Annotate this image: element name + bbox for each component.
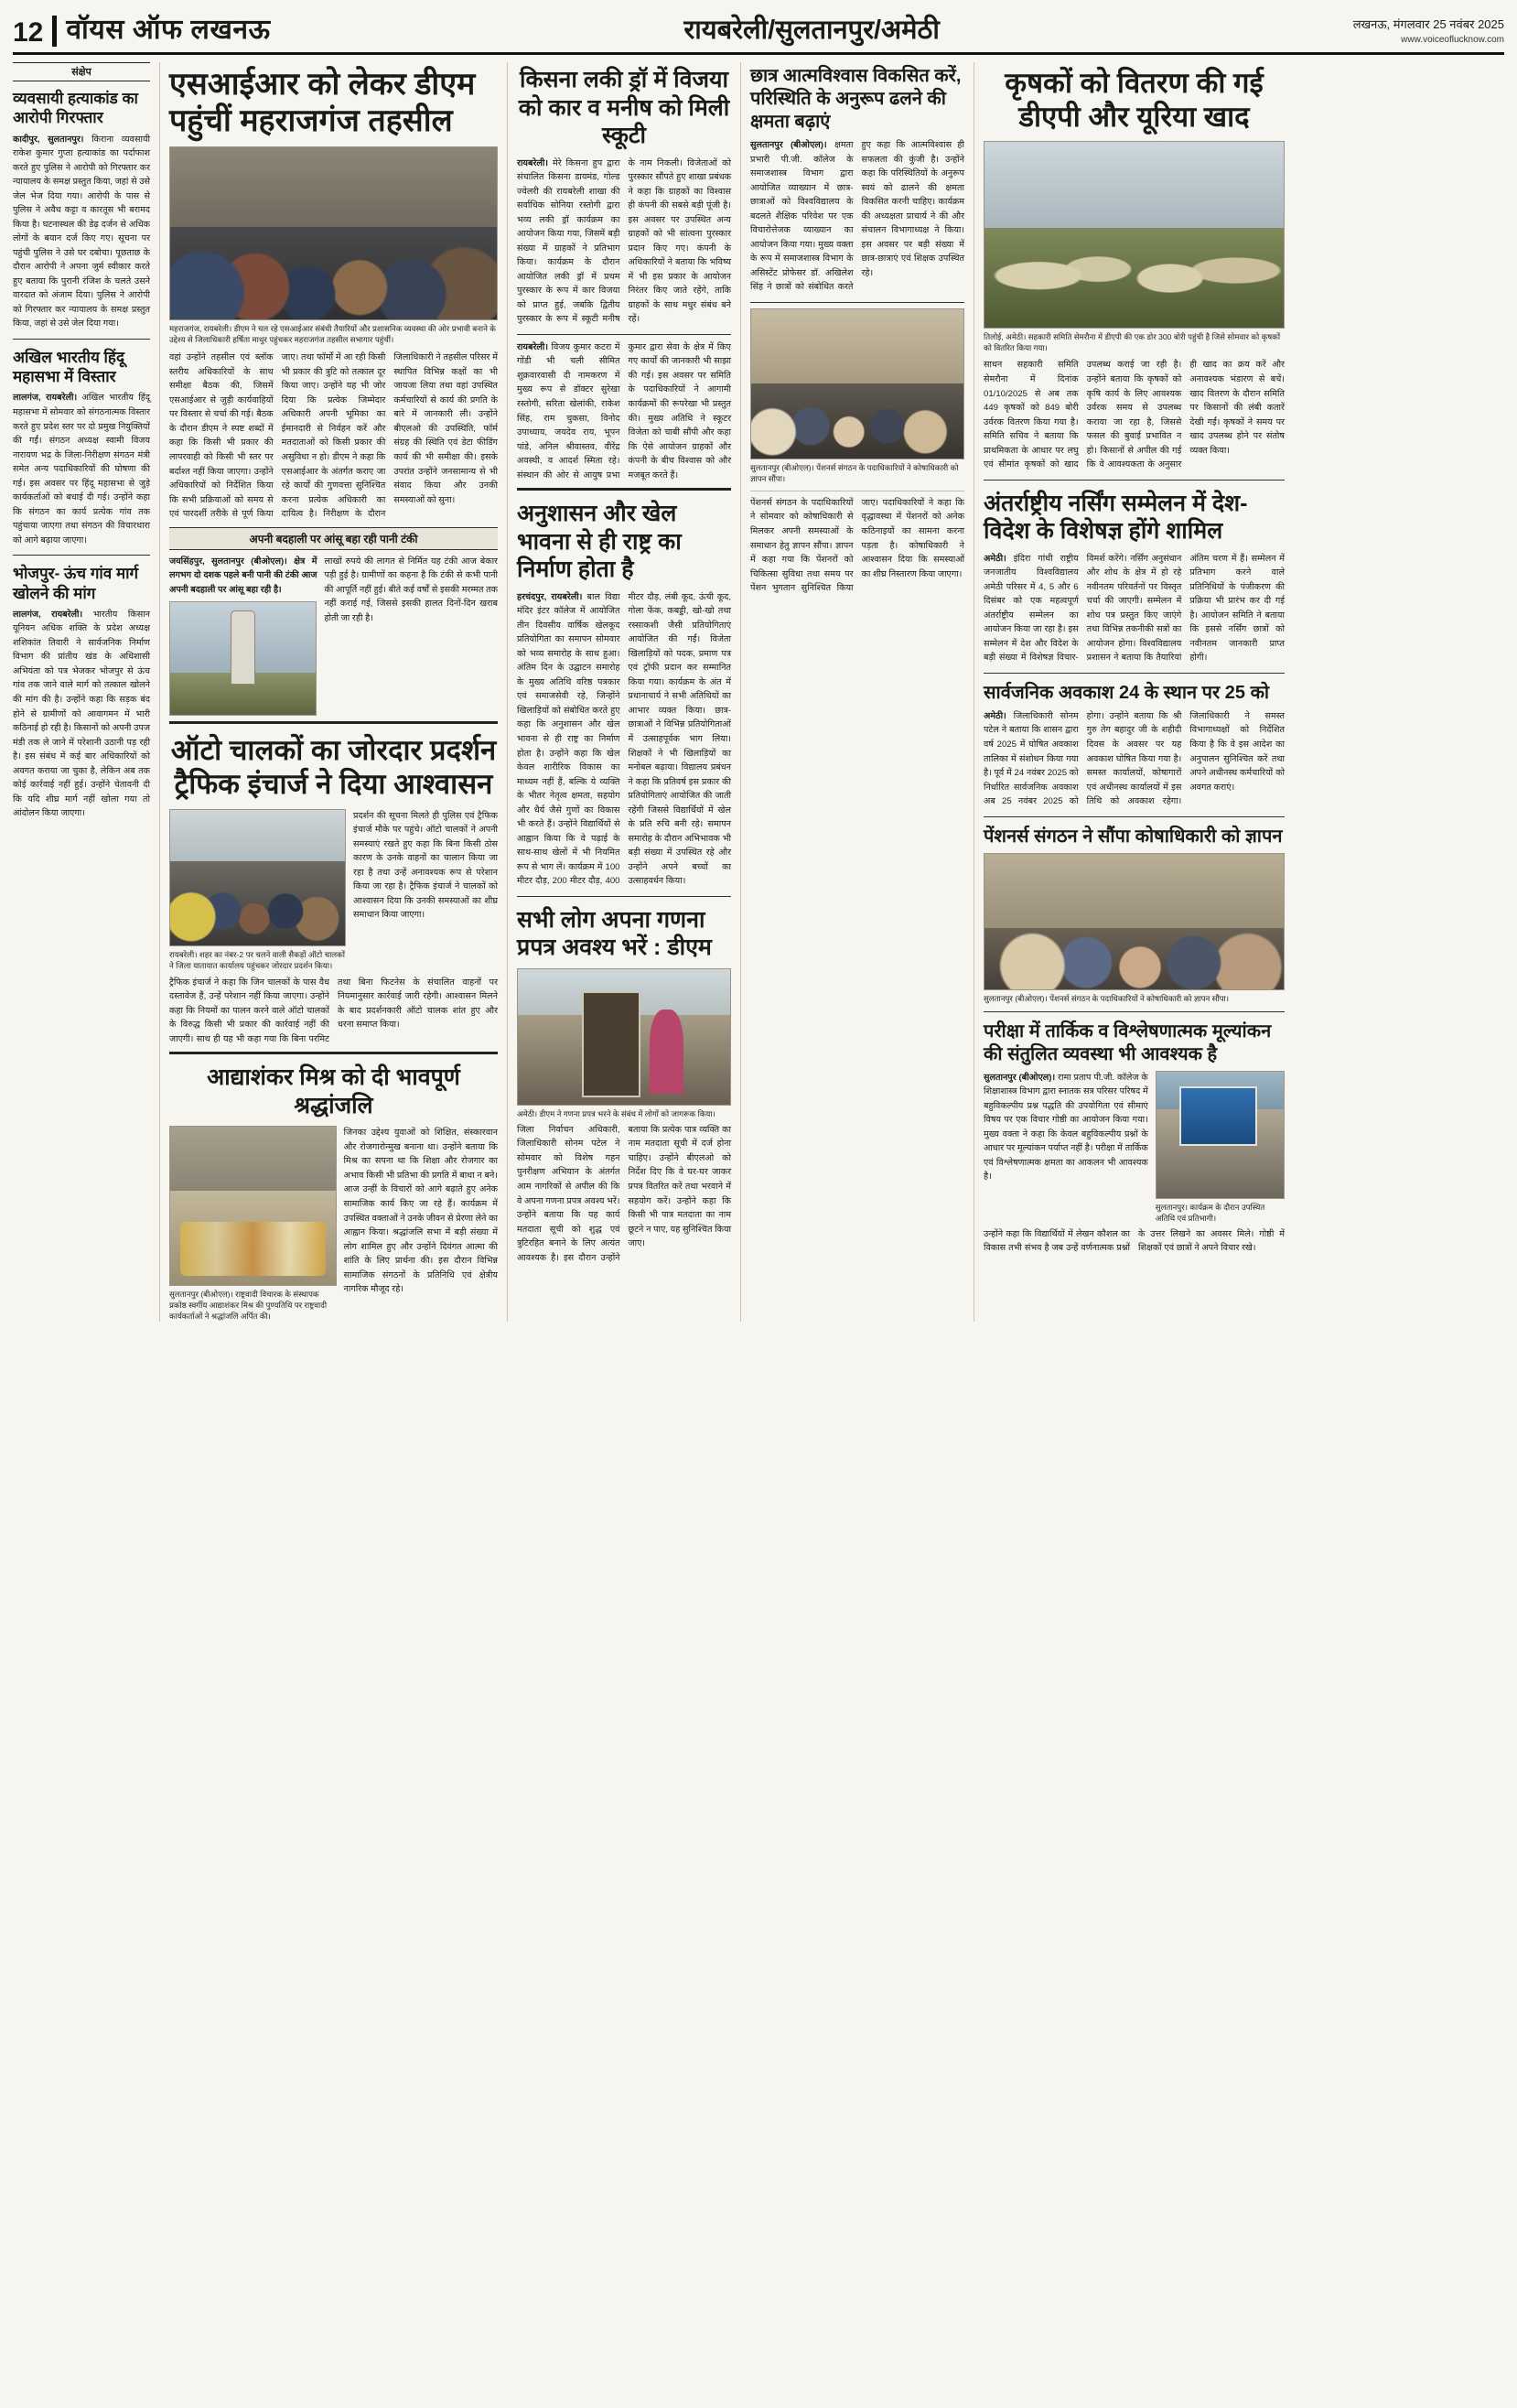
photo-pensioners	[984, 853, 1285, 990]
photo-sky	[751, 309, 963, 384]
column-2	[159, 62, 498, 1322]
photo-seminar-hall	[750, 308, 964, 459]
body-text-continued	[324, 555, 498, 717]
story-text-2: उन्होंने बताया कि श्री गुरु तेग बहादुर जी के शहीदी दिवस के अवसर पर यह अवकाश घोषित किया गया है। समस्त कार्यालयों, कोषागारों एवं अधीनस्थ कार्यालयों में इस तिथि को अवकाश रहेगा।	[1086, 710, 1182, 807]
photo-dm-meeting	[169, 146, 498, 320]
headline: कृषकों को वितरण की गई डीएपी और यूरिया खाद	[1005, 67, 1264, 134]
headline: परीक्षा में तार्किक व विश्लेषणात्मक मूल्यांकन की संतुलित व्यवस्था भी आवश्यक है	[984, 1020, 1272, 1064]
body-text	[750, 496, 964, 596]
divider	[750, 302, 964, 303]
story-text: किराना व्यवसायी राकेश कुमार गुप्ता हत्याकांड का पर्दाफाश करते हुए पुलिस ने आरोपी को गिरफ्तार कर न्यायालय के समक्ष प्रस्तुत किया, जहां से उसे जेल भेज दिया गया। आरोपी के पास से पुलिस ने अवैध कट्टा व कारतूस भी बरामद किया है। घटनास्थल की डेढ़ दर्जन से अधिक लोगों के बयान दर्ज किए गए। सूचना पर पहुंची पुलिस ने उसे घर दबोचा। पूछताछ के दौरान आरोपी ने अपना जुर्म स्वीकार करते हुए बताया कि पुरानी रंजिश के चलते उसने वारदात को अंजाम दिया। पुलिस ने आरोपी को गिरफ्तार कर न्यायालय के समक्ष प्रस्तुत किया, जहां से उसे जेल दिया गया।	[13, 134, 150, 329]
photo-sky	[1157, 1072, 1284, 1109]
brief-story-2	[13, 345, 150, 547]
body-text	[517, 1123, 731, 1265]
story-text-1: जिला निर्वाचन अधिकारी, जिलाधिकारी सोनम पटेल ने सोमवार को विशेष गहन पुनरीक्षण अभियान के अंतर्गत आम नागरिकों से अपील की कि वे अपना गणना प्रपत्र अवश्य भरें। उन्होंने बताया कि यह कार्य मतदाता सूची को शुद्ध एवं त्रुटिरहित बनाने के लिए अत्यंत आवश्यक है।	[517, 1124, 620, 1263]
story-text: ट्रैफिक इंचार्ज ने कहा कि जिन चालकों के पास वैध दस्तावेज हैं, उन्हें परेशान नहीं किया जाएगा। उन्होंने कहा कि नियमों का पालन करने वाले ऑटो चालकों के विरुद्ध किसी भी प्रकार की कार्रवाई नहीं की जाएगी। साथ ही यह भी कहा गया कि बिना परमिट तथा बिना फिटनेस के संचालित वाहनों पर नियमानुसार कार्रवाई जारी रहेगी। आश्वासन मिलने के बाद प्रदर्शनकारी ऑटो चालक शांत हुए और धरना समाप्त किया।	[169, 977, 498, 1044]
column-4	[740, 62, 964, 1322]
photo-goshthi	[1156, 1071, 1285, 1199]
photo-sky	[984, 854, 1284, 928]
body-text	[984, 358, 1285, 471]
story-text: अखिल भारतीय हिंदू महासभा में सोमवार को संगठनात्मक विस्तार करते हुए प्रदेश स्तर पर दो प्रमुख नियुक्तियों की गईं। संगठन अध्यक्ष स्वामी विजय नारायण भद्र के जिला-निरीक्षण संगठन मंत्री समेत अन्य पदाधिकारियों की घोषणा की गई। इस अवसर पर हिंदू महासभा से जुड़े कार्यकर्ताओं को बधाई दी गई। उन्होंने कहा कि संगठन का कार्य प्रत्येक गांव तक पहुंचाया जाएगा तथा संगठन की विचारधारा को आगे बढ़ाया जाएगा।	[13, 393, 150, 545]
masthead-meta	[1353, 16, 1504, 48]
headline: छात्र आत्मविश्वास विकसित करें, परिस्थिति के अनुरूप ढलने की क्षमता बढ़ाएं	[750, 66, 962, 132]
page-grid	[13, 62, 1504, 1322]
photo-sky	[170, 147, 497, 226]
divider	[984, 816, 1285, 817]
col1-story4	[750, 62, 964, 295]
divider	[984, 480, 1285, 481]
body-text-continued	[984, 1227, 1285, 1256]
website-url: www.voiceoflucknow.com	[1401, 35, 1504, 45]
shraddhanjali-story	[169, 1060, 498, 1322]
story-text-3: जिलाधिकारी ने समस्त विभागाध्यक्षों को निर्देशित किया है कि वे इस आदेश का अनुपालन सुनिश्चित करें तथा अपने अधीनस्थ कर्मचारियों को अवगत कराएं।	[1189, 710, 1285, 793]
body-text	[517, 590, 731, 889]
photo-ground	[518, 1015, 730, 1105]
story-text-1: मेरे किसना हुप द्वारा संचालित किसना डायमंड, गोल्ड ज्वेलरी की रायबरेली शाखा की सर्वाधिक सोनिया रस्तोगी द्वारा भव्य लकी ड्रॉ कार्यक्रम का आयोजन किया गया, जिसमें बड़ी संख्या में ग्राहकों ने प्रतिभाग किया।	[517, 157, 620, 268]
fertilizer-story	[984, 62, 1285, 472]
headline: एसआईआर को लेकर डीएम पहुंचीं महराजगंज तहसील	[169, 67, 476, 139]
photo-ground	[170, 861, 345, 945]
dateline: सुलतानपुर (बीओएल)।	[750, 140, 827, 150]
story-text-3: निरीक्षण के दौरान जिलाधिकारी ने तहसील परिसर में स्थापित विभिन्न कक्षों का भी जायजा लिया तथा वहां उपस्थित कर्मचारियों से कार्य की प्रगति के बारे में जानकारी ली। उन्होंने बीएलओ की उपस्थिति, फॉर्म संग्रह की स्थिति एवं डेटा फीडिंग कार्य की भी समीक्षा की। इसके उपरांत उन्होंने जनसामान्य से भी संवाद किया और उनकी समस्याओं को सुना।	[323, 352, 498, 520]
edition-name: रायबरेली/सुलतानपुर/अमेठी	[683, 16, 940, 45]
photo-caption: सुलतानपुर (बीओएल)। राष्ट्रवादी विचारक के संस्थापक प्रकोष्ठ स्वर्गीय आद्याशंकर मिश्र की पुण्यतिथि पर राष्ट्रवादी कार्यकर्ताओं ने श्रद्धांजलि अर्पित की।	[169, 1290, 328, 1322]
masthead-divider	[52, 16, 57, 47]
photo-caption: महराजगंज, रायबरेली। डीएम ने चल रहे एसआईआर संबंधी तैयारियों और प्रशासनिक व्यवस्था की ओर प्रभावी बनाने के उद्देश्य से जिलाधिकारी हर्षिता माथुर पहुंचकर महराजगंज तहसील सभागार पहुंचीं।	[169, 324, 496, 345]
water-tank-story	[169, 555, 498, 717]
dateline: सुलतानपुर (बीओएल)।	[984, 1072, 1056, 1083]
place-date: लखनऊ, मंगलवार 25 नवंबर 2025	[1352, 16, 1504, 31]
photo-ground	[170, 227, 497, 320]
story-text-1: साधन सहकारी समिति सेमरौना में दिनांक 01/10/2025 से अब तक 449 कृषकों को 849 बोरी उर्वरक वितरण किया गया है। समिति सचिव ने बताया कि प्राथमिकता के आधार पर लघु एवं सीमांत कृषकों को खाद उपलब्ध कराई जा रही है।	[984, 360, 1182, 470]
story-text-2: तथा फॉर्मों में आ रही किसी भी प्रकार की त्रुटि को तत्काल दूर किया जाए। उन्होंने यह भी जोर दिया कि प्रत्येक जिम्मेदार अधिकारी अपनी भूमिका का ईमानदारी से निर्वहन करें और मतदाताओं को किसी प्रकार की असुविधा न हो। डीएम ने कहा कि एसआईआर के अंतर्गत कराए जा रहे कार्यों की गुणवत्ता सुनिश्चित करना प्रत्येक अधिकारी का दायित्व है।	[281, 352, 386, 520]
lead-story-sir	[169, 62, 498, 522]
story-text-1: बाल विद्या मंदिर इंटर कॉलेज में आयोजित तीन दिवसीय वार्षिक खेलकूद प्रतियोगिता का समापन सोमवार को भव्य समारोह के साथ हुआ। अंतिम दिन के उद्घाटन समारोह के मुख्य अतिथि वरिष्ठ पत्रकार एवं समाजसेवी रहे, जिन्होंने खिलाड़ियों को संबोधित करते हुए कहा कि अनुशासन और खेल भावना से ही राष्ट्र का निर्माण होता है।	[517, 591, 620, 759]
body-text	[344, 1126, 498, 1322]
column-1	[13, 62, 150, 1322]
page-number: 12	[13, 17, 44, 48]
dateline: लालगंज, रायबरेली।	[13, 609, 83, 620]
brief-story-3	[13, 561, 150, 820]
body-text	[169, 555, 317, 598]
photo-sky	[518, 969, 730, 1015]
story-text-1: वहां उन्होंने तहसील एवं ब्लॉक स्तरीय अधिकारियों के साथ समीक्षा बैठक की, जिसमें एसआईआर से जुड़ी कार्यवाहियों पर विस्तार से चर्चा की गई। बैठक के दौरान डीएम ने स्पष्ट शब्दों में कहा कि किसी भी प्रकार की लापरवाही को किसी भी स्तर पर बर्दाश्त नहीं किया जाएगा। उन्होंने अधिकारियों को निर्देशित किया कि सभी प्रक्रियाओं को समय से एवं पारदर्शी तरीके से पूर्ण किया जाए।	[169, 352, 299, 520]
brief-story-1	[13, 86, 150, 331]
headline: अंतर्राष्ट्रीय नर्सिंग सम्मेलन में देश-विदेश के विशेषज्ञ होंगे शामिल	[984, 490, 1248, 545]
story-text-3: मुख्य अतिथि ने स्कूटर विजेता को चाबी सौंपी और कहा कि ऐसे आयोजन ग्राहकों और कंपनी के बीच विश्वास को और मजबूत करते हैं।	[628, 413, 731, 481]
photo-ground	[1157, 1109, 1284, 1198]
paper-name: वॉयस ऑफ लखनऊ	[66, 15, 271, 45]
photo-auto-drivers	[169, 809, 346, 946]
story-text-1: रामा प्रताप पी.जी. कॉलेज के शिक्षाशास्त्र विभाग द्वारा स्नातक सत्र परिसर परिषद में बहुविकल्पीय प्रश्न पद्धति की उपयोगिता एवं सीमाएं विषय पर एक विचार गोष्ठी का आयोजन किया गया।	[984, 1072, 1148, 1126]
story-text-2: कार्यक्रम के दौरान आयोजित लकी ड्रॉ में प्रथम पुरस्कार के रूप में कार विजया को प्राप्त हुई, जबकि द्वितीय पुरस्कार के रूप में स्कूटी मनीष के नाम निकली। विजेताओं को पुरस्कार सौंपते हुए शाखा प्रबंधक ने कहा कि ग्राहकों का विश्वास ही कंपनी की सबसे बड़ी पूंजी है।	[517, 157, 731, 325]
headline: भोजपुर- ऊंच गांव मार्ग खोलने की मांग	[13, 565, 139, 602]
photo-ground	[984, 928, 1284, 989]
section-kicker: संक्षेप	[13, 62, 150, 81]
photo-sky	[984, 142, 1284, 227]
dateline: कादीपुर, सुलतानपुर।	[13, 134, 84, 145]
story-text-2: इस दौरान उन्होंने बताया कि प्रत्येक पात्र व्यक्ति का नाम मतदाता सूची में दर्ज होना चाहिए। उन्होंने बीएलओ को निर्देश दिए कि वे घर-घर जाकर प्रपत्र वितरित करें तथा भरवाने में सहयोग करें। उन्होंने कहा कि किसी भी पात्र मतदाता का नाम छूटने न पाए, यह सुनिश्चित किया जाए।	[563, 1124, 731, 1263]
divider	[13, 555, 150, 556]
story-text-2: संस्थान की ओर से आयुष प्रभा कुमार द्वारा सेवा के क्षेत्र में किए गए कार्यों की जानकारी भी साझा की गई। इस अवसर पर समिति के पदाधिकारियों ने आगामी कार्यक्रमों की रूपरेखा भी प्रस्तुत की।	[517, 341, 731, 481]
photo-fertilizer-distribution	[984, 141, 1285, 329]
photo-ground	[751, 383, 963, 459]
story-text: प्रदर्शन की सूचना मिलते ही पुलिस एवं ट्रैफिक इंचार्ज मौके पर पहुंचे। ऑटो चालकों ने अपनी समस्याएं रखते हुए कहा कि बिना किसी ठोस कारण के उनके वाहनों का चालान किया जा रहा है तथा उन्हें अनावश्यक रूप से परेशान किया जा रहा है। ट्रैफिक इंचार्ज ने चालकों को आश्वासन दिया कि उनकी समस्याओं का शीघ्र समाधान किया जाएगा।	[353, 810, 498, 921]
photo-ground	[984, 228, 1284, 329]
story-text-2: मुख्य वक्ता ने कहा कि केवल बहुविकल्पीय प्रश्नों के आधार पर मूल्यांकन पर्याप्त नहीं है। परीक्षा में तार्किक एवं विश्लेषणात्मक क्षमता का आकलन भी आवश्यक है।	[984, 1128, 1148, 1182]
photo-sky	[170, 810, 345, 861]
story-text-2: उन्होंने बताया कि कृषकों को कृषि कार्य के लिए आवश्यक उर्वरक समय से उपलब्ध कराया जा रहा है, जिससे फसल की बुवाई प्रभावित न हो। किसानों से अपील की गई कि वे आवश्यकता के अनुसार ही खाद का क्रय करें और अनावश्यक भंडारण से बचें।	[1086, 360, 1285, 470]
body-text	[517, 157, 731, 327]
divider	[169, 721, 498, 724]
story-text-3: खाद वितरण के दौरान समिति पर किसानों की लंबी कतारें देखी गईं। कृषकों ने समय पर खाद उपलब्ध होने पर संतोष व्यक्त किया।	[1189, 388, 1285, 456]
subhead-water-tank: अपनी बदहाली पर आंसू बहा रही पानी टंकी	[169, 527, 498, 550]
photo-water-tank	[169, 601, 317, 716]
column-5	[974, 62, 1285, 1322]
dateline: अमेठी।	[984, 553, 1006, 564]
sports-story	[517, 496, 731, 889]
photo-caption: सुलतानपुर। कार्यक्रम के दौरान उपस्थित अतिथि एवं प्रतिभागी।	[1155, 1202, 1265, 1223]
story-text: भारतीय किसान यूनियन अधिक शक्ति के प्रदेश अध्यक्ष शशिकांत तिवारी ने सार्वजनिक निर्माण विभाग की प्रांतीय खंड के अधिशासी अभियंता को पत्र भेजकर भोजपुर से ऊंच गांव तक जाने वाले मार्ग को तत्काल खोलने की मांग की है। उन्होंने कहा कि सड़क बंद होने से ग्रामीणों को आवागमन में भारी कठिनाई हो रही है। किसानों को अपनी उपज मंडी तक ले जाने में परेशानी उठानी पड़ रही है। इस संबंध में कई बार अधिकारियों को अवगत कराया जा चुका है, लेकिन अब तक कोई कार्रवाई नहीं हुई। उन्होंने चेतावनी दी कि यदि शीघ्र मार्ग नहीं खोला गया तो आंदोलन किया जाएगा।	[13, 609, 150, 819]
story-text: जिनका उद्देश्य युवाओं को शिक्षित, संस्कारवान और रोजगारोन्मुख बनाना था। उन्होंने बताया कि मिश्र का सपना था कि शिक्षा और रोजगार का अभाव किसी भी प्रतिभा की प्रगति में बाधा न बने। आज उन्हीं के विचारों को आगे बढ़ाते हुए अनेक सामाजिक कार्य किए जा रहे हैं। कार्यक्रम में उपस्थित वक्ताओं ने उनके जीवन से प्रेरणा लेने का आह्वान किया। श्रद्धांजलि सभा में बड़ी संख्या में लोग शामिल हुए और उन्होंने दिवंगत आत्मा की शांति के लिए प्रार्थना की। इस दौरान विभिन्न सामाजिक संगठनों के प्रतिनिधि एवं क्षेत्रीय नागरिक मौजूद रहे।	[343, 1128, 498, 1295]
body-text	[750, 138, 964, 295]
divider	[517, 334, 731, 335]
column-3	[507, 62, 731, 1322]
photo-ground	[170, 1191, 336, 1286]
body-text	[984, 1071, 1148, 1224]
body-text	[13, 391, 150, 547]
body-text-continued	[169, 976, 498, 1047]
photo-caption: तिलोई, अमेठी। सहकारी समिति सेमरौना में डीएपी की एक डोर 300 बोरी पहुंची है जिसे सोमवार को कृषकों को वितरित किया गया।	[984, 332, 1281, 353]
story-text-1: जिलाधिकारी सोनम पटेल ने बताया कि शासन द्वारा वर्ष 2025 में घोषित अवकाश तालिका में संशोधन किया गया है। पूर्व में 24 नवंबर 2025 को निर्धारित सार्वजनिक अवकाश अब 25 नवंबर 2025 को होगा।	[984, 710, 1104, 807]
pensioners-memorandum-story	[984, 823, 1285, 1004]
photo-caption: अमेठी। डीएम ने गणना प्रपत्र भरने के संबंध में लोगों को जागरूक किया।	[517, 1108, 715, 1118]
headline: व्यवसायी हत्याकांड का आरोपी गिरफ्तार	[13, 90, 138, 127]
dateline: जयसिंहपुर, सुलतानपुर (बीओएल)।	[169, 556, 287, 567]
divider	[517, 896, 731, 897]
photo-caption: सुलतानपुर (बीओएल)। पेंशनर्स संगठन के पदाधिकारियों ने कोषाधिकारी को ज्ञापन सौंपा।	[984, 993, 1230, 1003]
photo-caption: सुलतानपुर (बीओएल)। पेंशनर्स संगठन के पदाधिकारियों ने कोषाधिकारी को ज्ञापन सौंपा।	[750, 462, 959, 483]
body-text	[984, 552, 1285, 665]
dateline: अमेठी।	[984, 710, 1006, 721]
story-text-3: इस अवसर पर उपस्थित अन्य ग्राहकों को भी सांत्वना पुरस्कार प्रदान किए गए। कंपनी के अधिकारियों ने बताया कि भविष्य में भी इस प्रकार के आयोजन निरंतर किए जाते रहेंगे, ताकि ग्राहकों के साथ मधुर संबंध बने रहें।	[628, 214, 731, 325]
story-text-1: विजय कुमार कटरा में गोंडी भी चली सीमित शुक्रवारवासी दी नामकरण में मुख्य रूप से डॉक्टर सुरेखा रस्तोगी, सरिता खेलांकी, राकेश सिंह, राम चुकसा, विनोद उपाध्याय, जयदेव राय, भूपन पांडे, अनिल श्रीवास्तव, वीरेंद्र अवस्थी, व आदर्श स्मिता रहे।	[517, 341, 620, 467]
divider	[13, 339, 150, 340]
dateline: हरचंदपुर, रायबरेली।	[517, 591, 583, 602]
headline: ऑटो चालकों का जोरदार प्रदर्शन ट्रैफिक इंचार्ज ने दिया आश्वासन	[170, 734, 497, 801]
body-text	[13, 608, 150, 821]
kisna-lucky-draw-story	[517, 62, 731, 327]
headline: सभी लोग अपना गणना प्रपत्र अवश्य भरें : डीएम	[517, 906, 712, 961]
body-text	[984, 709, 1285, 809]
masthead	[13, 9, 1504, 55]
col4-continuation	[517, 340, 731, 482]
headline: अनुशासन और खेल भावना से ही राष्ट्र का निर्माण होता है	[517, 501, 682, 583]
headline: किसना लकी ड्रॉ में विजया को कार व मनीष को मिली स्कूटी	[518, 67, 730, 148]
photo-caption: रायबरेली। शहर का नंबर-2 पर चलने वाली सैकड़ों ऑटो चालकों ने जिला यातायात कार्यालय पहुंचकर जोरदार प्रदर्शन किया।	[169, 949, 345, 970]
photo-tribute	[169, 1126, 337, 1286]
nursing-conference-story	[984, 486, 1285, 665]
photo-bleo-survey	[517, 968, 731, 1106]
divider	[169, 1052, 498, 1054]
auto-drivers-story	[169, 729, 498, 1046]
story-text-4: छात्र-छात्राओं ने विभिन्न प्रतियोगिताओं में उत्साहपूर्वक भाग लिया। शिक्षकों ने भी खिलाड़ियों का मनोबल बढ़ाया। विद्यालय प्रबंधन ने कहा कि प्रतिवर्ष इस प्रकार की प्रतियोगिताएं आयोजित की जाती रहेंगी जिससे विद्यार्थियों में खेल के प्रति रुचि बनी रहे। समापन समारोह के दौरान अभिभावक भी बड़ी संख्या में उपस्थित रहे और उन्होंने अपने बच्चों का उत्साहवर्धन किया।	[628, 705, 731, 887]
headline: सार्वजनिक अवकाश 24 के स्थान पर 25 को	[984, 682, 1270, 703]
story-text-3: कार्यक्रम में 100 मीटर दौड़, 200 मीटर दौड़, 400 मीटर दौड़, लंबी कूद, ऊंची कूद, गोला फेंक, कबड्डी, खो-खो तथा रस्साकशी जैसी प्रतियोगिताएं आयोजित की गईं। विजेता खिलाड़ियों को पदक, प्रमाण पत्र एवं ट्रॉफी प्रदान कर सम्मानित किया गया। कार्यक्रम के अंत में प्रधानाचार्य ने सभी अतिथियों का आभार व्यक्त किया।	[517, 591, 731, 887]
headline: आद्याशंकर मिश्र को दी भावपूर्ण श्रद्धांजलि	[207, 1064, 460, 1118]
headline: पेंशनर्स संगठन ने सौंपा कोषाधिकारी को ज्ञापन	[984, 826, 1283, 847]
body-text	[169, 351, 498, 521]
divider	[517, 488, 731, 491]
story-text-3: उन्होंने कहा कि विद्यार्थियों में लेखन कौशल का विकास तभी संभव है जब उन्हें वर्णनात्मक प्रश्नों के उत्तर लिखने का अवसर मिले। गोष्ठी में शिक्षकों एवं छात्रों ने अपने विचार रखे।	[984, 1228, 1285, 1254]
body-text	[517, 340, 731, 482]
photo-ground	[170, 673, 316, 716]
ganana-prapatra-story	[517, 902, 731, 1265]
story-text-3: सम्मेलन में प्रतिभाग करने वाले प्रतिनिधियों के पंजीकरण की प्रक्रिया भी प्रारंभ कर दी गई है। आयोजन समिति ने बताया कि इससे नर्सिंग छात्रों को नवीनतम जानकारी प्राप्त होगी।	[1189, 553, 1285, 664]
story-text-1: लाखों रुपये की लागत से निर्मित यह टंकी आज बेकार पड़ी हुई है। ग्रामीणों का कहना है कि टंकी से कभी पानी की आपूर्ति नहीं हुई। बीते कई वर्षों से इसकी मरम्मत तक नहीं कराई गई, जिससे इसकी हालत दिनों-दिन खराब होती जा रही है।	[324, 556, 498, 623]
dateline: रायबरेली।	[517, 157, 549, 168]
story-text-1: इंदिरा गांधी राष्ट्रीय जनजातीय विश्वविद्यालय अमेठी परिसर में 4, 5 और 6 दिसंबर को एक महत्वपूर्ण अंतर्राष्ट्रीय सम्मेलन का आयोजन किया जा रहा है। इस सम्मेलन में देश और विदेश के बड़ी संख्या में विशेषज्ञ विचार-विमर्श करेंगे।	[984, 553, 1127, 664]
holiday-notice-story	[984, 679, 1285, 809]
exam-evaluation-story	[984, 1018, 1285, 1256]
story-text-2: उन्होंने कहा कि खेल केवल शारीरिक विकास का माध्यम नहीं हैं, बल्कि ये व्यक्ति के भीतर नेतृत्व क्षमता, सहयोग और धैर्य जैसे गुणों का विकास भी करते हैं। उन्होंने विद्यार्थियों से आह्वान किया कि वे पढ़ाई के साथ-साथ खेलों में भी नियमित रूप से भाग लें।	[517, 748, 620, 872]
photo-sky	[170, 602, 316, 672]
divider	[984, 1011, 1285, 1012]
story-text: पेंशनर्स संगठन के पदाधिकारियों ने सोमवार को कोषाधिकारी से मिलकर अपनी समस्याओं के समाधान हेतु ज्ञापन सौंपा। ज्ञापन में कहा गया कि पेंशनरों को चिकित्सा सुविधा तथा समय पर पेंशन भुगतान सुनिश्चित किया जाए। पदाधिकारियों ने कहा कि वृद्धावस्था में पेंशनरों को अनेक कठिनाइयों का सामना करना पड़ता है। कोषाधिकारी ने आश्वासन दिया कि समस्याओं का शीघ्र निस्तारण किया जाएगा।	[750, 497, 964, 594]
dateline: रायबरेली।	[517, 341, 549, 352]
lead-text: क्षेत्र में लगभग दो दशक पहले बनी पानी की टंकी आज अपनी बदहाली पर आंसू बहा रही है।	[169, 556, 317, 595]
story-text: क्षमता प्रभारी पी.जी. कॉलेज के समाजशास्त्र विभाग द्वारा आयोजित व्याख्यान में छात्र-छात्राओं को विश्वविद्यालय के बदलते शैक्षिक परिवेश पर एक विचारोत्तेजक व्याख्यान का आयोजन किया गया। मुख्य वक्ता के रूप में समाजशास्त्र विभाग के असिस्टेंट प्रोफेसर डॉ. अखिलेश सिंह ने छात्रों को संबोधित करते हुए कहा कि आत्मविश्वास ही सफलता की कुंजी है। उन्होंने कहा कि परिस्थितियों के अनुरूप स्वयं को ढालने की क्षमता विकसित करनी चाहिए। कार्यक्रम की अध्यक्षता प्राचार्य ने की और संचालन विभागाध्यक्ष ने किया। इस अवसर पर बड़ी संख्या में छात्र-छात्राएं एवं शिक्षक उपस्थित रहे।	[750, 140, 964, 293]
story-text-2: नर्सिंग अनुसंधान और शोध के क्षेत्र में हो रहे नवीनतम परिवर्तनों पर विस्तृत चर्चा की जाएगी। सम्मेलन में शोध पत्र प्रस्तुत किए जाएंगे तथा विभिन्न तकनीकी सत्रों का आयोजन होगा। विश्वविद्यालय प्रशासन ने बताया कि तैयारियां अंतिम चरण में हैं।	[1086, 553, 1248, 664]
body-text	[353, 809, 498, 971]
divider	[984, 673, 1285, 674]
photo-sky	[170, 1127, 336, 1190]
dateline: लालगंज, रायबरेली।	[13, 393, 78, 404]
body-text	[13, 133, 150, 331]
headline: अखिल भारतीय हिंदू महासभा में विस्तार	[13, 348, 124, 386]
